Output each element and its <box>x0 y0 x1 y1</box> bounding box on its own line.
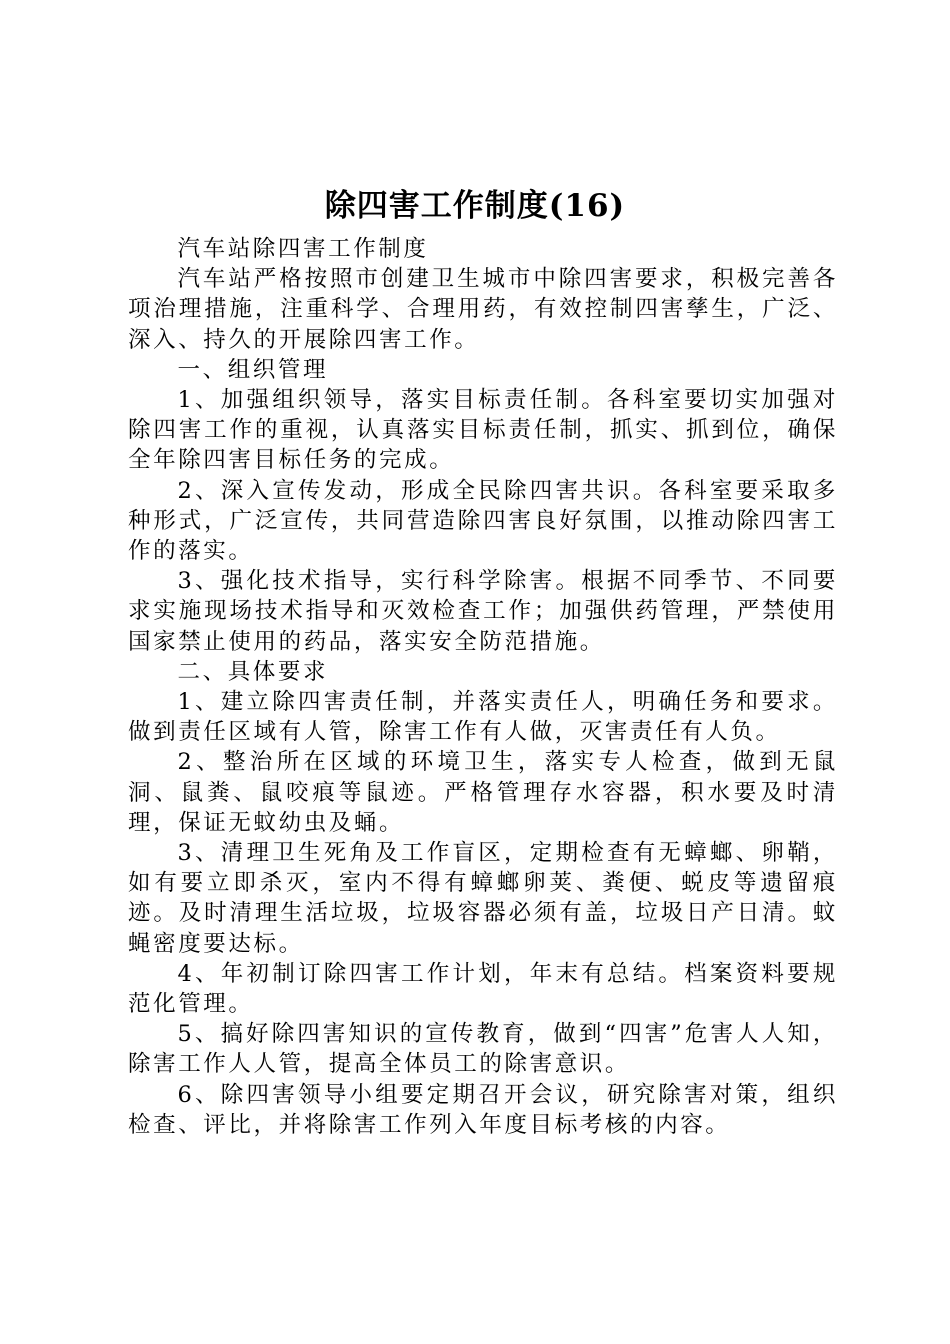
requirement-item-2: 2、整治所在区域的环境卫生，落实专人检查，做到无鼠洞、鼠粪、鼠咬痕等鼠迹。严格管理存水容器，积水要及时清理，保证无蚊幼虫及蛹。 <box>128 749 838 836</box>
subtitle-paragraph: 汽车站除四害工作制度 <box>177 236 429 262</box>
requirement-item-4: 4、年初制订除四害工作计划，年末有总结。档案资料要规范化管理。 <box>128 960 838 1018</box>
requirement-item-3: 3、清理卫生死角及工作盲区，定期检查有无蟑螂、卵鞘，如有要立即杀灭，室内不得有蟑螂卵荚、粪便、蜕皮等遗留痕迹。及时清理生活垃圾，垃圾容器必须有盖，垃圾日产日清。蚊蝇密度要达标。 <box>128 840 838 957</box>
requirement-item-6: 6、除四害领导小组要定期召开会议，研究除害对策，组织检查、评比，并将除害工作列入年度目标考核的内容。 <box>128 1081 838 1138</box>
organization-item-2: 2、深入宣传发动，形成全民除四害共识。各科室要采取多种形式，广泛宣传，共同营造除四害良好氛围，以推动除四害工作的落实。 <box>128 477 838 565</box>
section-heading-requirements: 二、具体要求 <box>177 658 329 685</box>
section-heading-organization: 一、组织管理 <box>177 356 329 383</box>
requirement-item-1: 1、建立除四害责任制，并落实责任人，明确任务和要求。做到责任区域有人管，除害工作有人做，灭害责任有人负。 <box>128 689 838 746</box>
requirement-item-5: 5、搞好除四害知识的宣传教育，做到“四害”危害人人知，除害工作人人管，提高全体员工的除害意识。 <box>128 1021 838 1078</box>
document-body <box>128 234 838 1140</box>
intro-paragraph: 汽车站严格按照市创建卫生城市中除四害要求，积极完善各项治理措施，注重科学、合理用药，有效控制四害孳生，广泛、深入、持久的开展除四害工作。 <box>128 266 838 353</box>
document-title: 除四害工作制度(16) <box>324 188 626 224</box>
organization-item-3: 3、强化技术指导，实行科学除害。根据不同季节、不同要求实施现场技术指导和灭效检查工作；加强供药管理，严禁使用国家禁止使用的药品，落实安全防范措施。 <box>128 568 838 655</box>
organization-item-1: 1、加强组织领导，落实目标责任制。各科室要切实加强对除四害工作的重视，认真落实目标责任制，抓实、抓到位，确保全年除四害目标任务的完成。 <box>128 387 838 474</box>
